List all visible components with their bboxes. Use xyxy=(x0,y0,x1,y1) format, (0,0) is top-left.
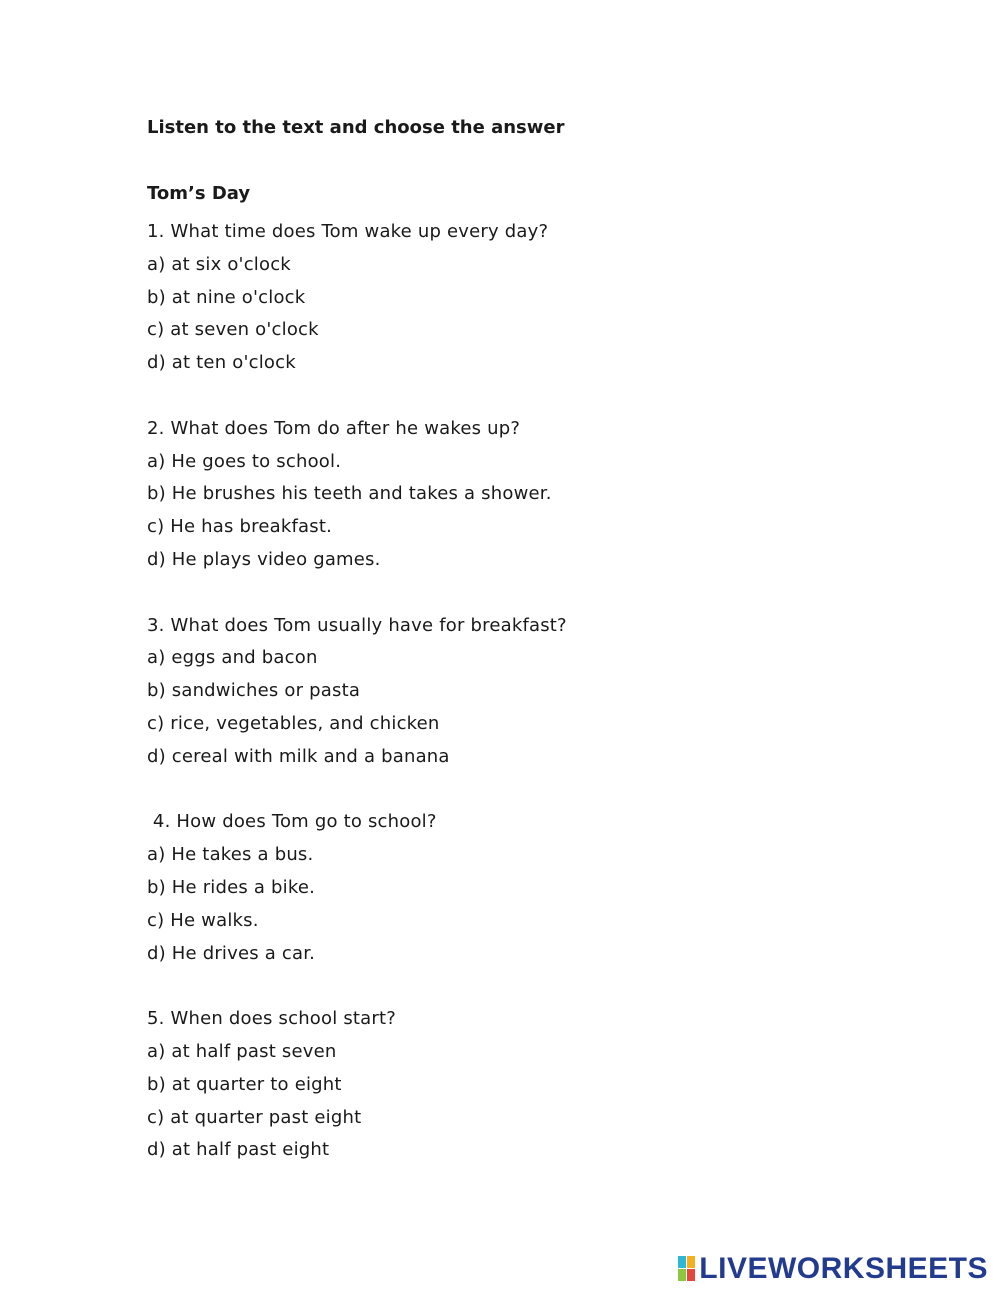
answer-option[interactable]: c) He walks. xyxy=(147,909,259,931)
answer-option[interactable]: b) at quarter to eight xyxy=(147,1073,342,1095)
question-3 xyxy=(147,610,567,774)
answer-option[interactable]: d) He drives a car. xyxy=(147,942,316,964)
question-text: 5. When does school start? xyxy=(147,1008,397,1030)
question-text: 4. How does Tom go to school? xyxy=(147,811,437,833)
question-4 xyxy=(147,806,567,970)
question-text: 1. What time does Tom wake up every day? xyxy=(147,221,549,242)
answer-option[interactable]: a) at half past seven xyxy=(147,1040,337,1062)
answer-option[interactable]: c) at quarter past eight xyxy=(147,1106,362,1128)
instruction-heading: Listen to the text and choose the answer xyxy=(147,117,565,138)
answer-option[interactable]: b) sandwiches or pasta xyxy=(147,680,361,702)
question-5 xyxy=(147,1003,567,1167)
question-text: 2. What does Tom do after he wakes up? xyxy=(147,417,521,439)
answer-option[interactable]: b) He rides a bike. xyxy=(147,876,316,898)
worksheet-title: Tom’s Day xyxy=(147,183,251,204)
answer-option[interactable]: d) at ten o'clock xyxy=(147,352,296,374)
question-2 xyxy=(147,413,567,577)
answer-option[interactable]: a) at six o'clock xyxy=(147,253,291,275)
answer-option[interactable]: b) He brushes his teeth and takes a shower. xyxy=(147,483,552,505)
answer-option[interactable]: a) He goes to school. xyxy=(147,450,342,472)
answer-option[interactable]: d) He plays video games. xyxy=(147,548,381,570)
answer-option[interactable]: c) rice, vegetables, and chicken xyxy=(147,712,440,734)
answer-option[interactable]: d) cereal with milk and a banana xyxy=(147,745,450,767)
answer-option[interactable]: c) He has breakfast. xyxy=(147,516,332,538)
answer-option[interactable]: a) eggs and bacon xyxy=(147,647,318,669)
answer-option[interactable]: a) He takes a bus. xyxy=(147,844,314,866)
question-text: 3. What does Tom usually have for breakfast? xyxy=(147,614,567,636)
answer-option[interactable]: b) at nine o'clock xyxy=(147,286,306,308)
answer-option[interactable]: d) at half past eight xyxy=(147,1139,330,1161)
liveworksheets-logo xyxy=(678,1254,988,1284)
logo-text: LIVEWORKSHEETS xyxy=(699,1252,988,1285)
answer-option[interactable]: c) at seven o'clock xyxy=(147,319,319,341)
question-1 xyxy=(147,216,567,380)
question-list xyxy=(147,216,567,1200)
liveworksheets-logo-icon xyxy=(678,1256,696,1282)
